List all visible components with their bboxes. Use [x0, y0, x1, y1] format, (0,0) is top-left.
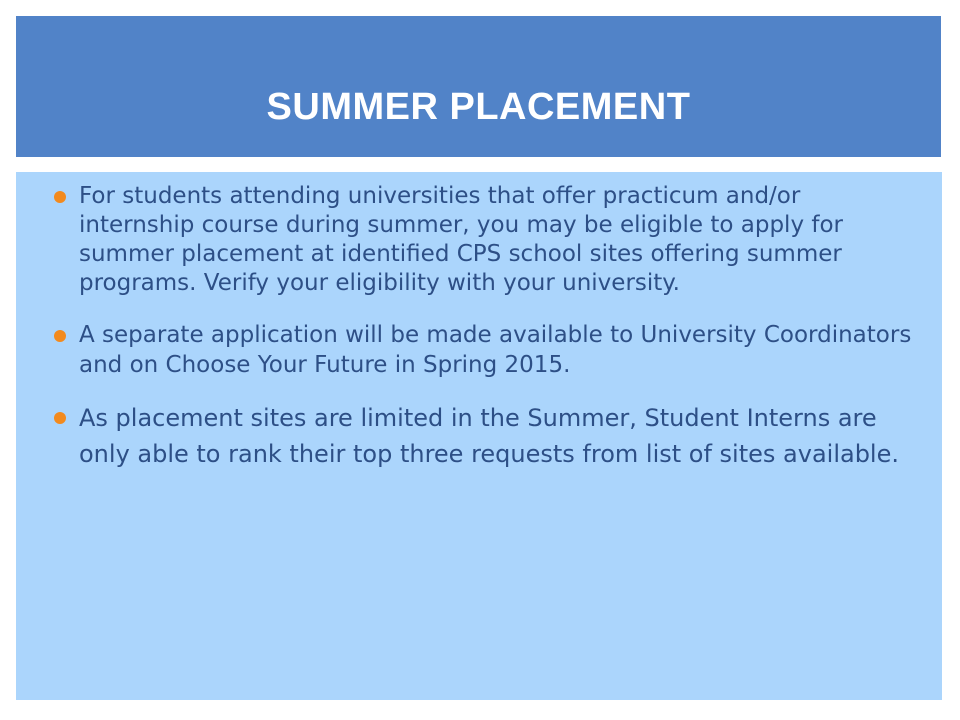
bullet-text: For students attending universities that offer practicum and/or internship course during summer, you may be eligible to apply for summer placement at identified CPS school sites offering summer programs. Verify your eligibility with your university.	[79, 183, 843, 296]
bullet-dot-icon	[54, 191, 66, 203]
bullet-item	[34, 182, 914, 298]
bullet-item	[34, 400, 914, 472]
bullet-item	[34, 320, 914, 380]
bullet-list	[34, 182, 914, 472]
title-band	[16, 16, 941, 157]
bullet-dot-icon	[54, 412, 66, 424]
bullet-text: A separate application will be made available to University Coordinators and on Choose Your Future in Spring 2015.	[79, 322, 912, 378]
bullet-dot-icon	[54, 330, 66, 342]
slide-title: SUMMER PLACEMENT	[266, 86, 691, 128]
bullet-text: As placement sites are limited in the Summer, Student Interns are only able to rank their top three requests from list of sites available.	[79, 404, 899, 468]
